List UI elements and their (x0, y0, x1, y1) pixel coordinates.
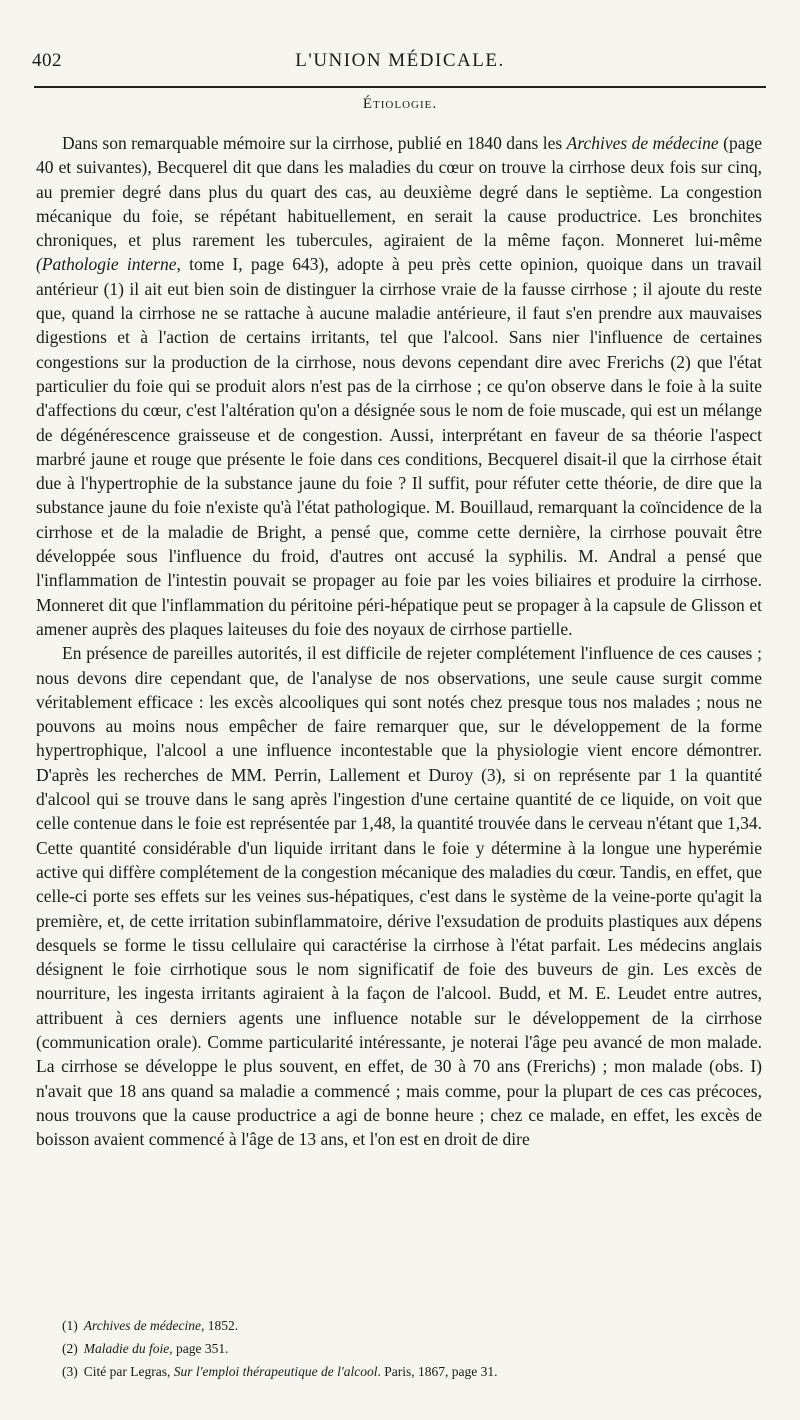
footnote-1 (62, 1314, 760, 1337)
running-title: L'UNION MÉDICALE. (295, 50, 505, 71)
body-text (36, 131, 762, 1151)
footnote-mark: (3) (62, 1364, 78, 1379)
footnote-1-segment-italic: Archives de médecine (83, 1318, 201, 1333)
paragraph-1-segment: (page 40 et suivantes), Becquerel dit que dans les maladies du cœur on trouve la cirrhose deux fois sur cinq, au premier degré dans plus du quart des cas, au deuxième degré dans le septième. La congestion mécanique du foie, se répétant habituellement, en serait la cause productrice. Les bronchites chroniques, et plus rarement les tubercules, agiraient de la même façon. Monneret lui-même (36, 133, 762, 251)
paragraph-1-segment: Dans son remarquable mémoire sur la cirrhose, publié en 1840 dans les (62, 133, 567, 153)
paragraph-1-segment-italic: (Pathologie interne (36, 254, 177, 275)
footnote-3-segment: . Paris, 1867, page 31. (377, 1364, 498, 1379)
paragraph-2 (36, 641, 762, 1151)
footnote-2-segment: , page 351. (169, 1341, 229, 1356)
section-title: Étiologie. (362, 96, 438, 112)
footnote-3-segment-italic: Sur l'emploi thérapeutique de l'alcool (173, 1364, 378, 1379)
footnote-2 (62, 1337, 760, 1360)
footnote-3-segment: Cité par Legras, (83, 1364, 174, 1379)
page-number: 402 (32, 50, 62, 71)
page-header (30, 40, 770, 80)
footnote-mark: (1) (62, 1318, 78, 1333)
footnotes (62, 1314, 760, 1383)
paragraph-2-segment: En présence de pareilles autorités, il est difficile de rejeter complétement l'influence de ces causes ; nous devons dire cependant que, de l'analyse de nos observations, une seule cause surgit comme véritablement efficace : les excès alcooliques qui sont notés chez presque tous nos malades ; nous ne pouvons au moins nous empêcher de faire remarquer que, sur le développement de la forme hypertrophique, l'alcool a une influence incontestable que la physiologie vient encore démontrer. D'après les recherches de MM. Perrin, Lallement et Duroy (3), si on représente par 1 la quantité d'alcool qui se trouve dans le sang après l'ingestion d'une certaine quantité de ce liquide, on voit que celle contenue dans le foie est représentée par 1,48, la quantité trouvée dans le cerveau n'étant que 1,34. Cette quantité considérable d'un liquide irritant dans le foie y détermine à la longue une hyperémie active qui diffère complétement de la congestion mécanique des maladies du cœur. Tandis, en effet, que celle-ci porte ses effets sur les veines sus-hépatiques, c'est dans le système de la veine-porte qu'agit la première, et, de cette irritation subinflammatoire, dérive l'exsudation de produits plastiques aux dépens desquels se forme le tissu cellulaire qui caractérise la cirrhose à l'état parfait. Les médecins anglais désignent le foie cirrhotique sous le nom significatif de foie des buveurs de gin. Les excès de nourriture, les ingesta irritants agiraient à la façon de l'alcool. Budd, et M. E. Leudet entre autres, attribuent à ces derniers agents une influence notable sur le développement de la cirrhose (communication orale). Comme particularité intéressante, je noterai l'âge peu avancé de mon malade. La cirrhose se développe le plus souvent, en effet, de 30 à 70 ans (Frerichs) ; mon malade (obs. I) n'avait que 18 ans quand sa maladie a commencé ; mais comme, pour la plupart de ces cas précoces, nous trouvons que la cause productrice a agi de bonne heure ; chez ce malade, en effet, les excès de boisson avaient commencé à l'âge de 13 ans, et l'on est en droit de dire (36, 643, 762, 1150)
paragraph-1 (36, 131, 762, 641)
footnote-1-segment: , 1852. (200, 1318, 239, 1333)
header-rule (34, 86, 766, 88)
paragraph-1-segment: , tome I, page 643), adopte à peu près cette opinion, quoique dans un travail antérieur (1) il ait eut bien soin de distinguer la cirrhose vraie de la fausse cirrhose ; il ajoute du reste que, quand la cirrhose ne se rattache à aucune maladie antérieure, il faut s'en prendre aux mauvaises digestions et à l'action de certains irritants, tel que l'alcool. Sans nier l'influence de certaines congestions sur la production de la cirrhose, nous devons cependant dire avec Frerichs (2) que l'état particulier du foie qui se produit alors n'est pas de la cirrhose ; ce qu'on observe dans le foie à la suite d'affections du cœur, c'est l'altération qu'on a désignée sous le nom de foie muscade, qui est un mélange de dégénérescence graisseuse et de congestion. Aussi, interprétant en faveur de sa théorie l'aspect marbré jaune et rouge que présente le foie dans ces conditions, Becquerel disait-il que la cirrhose était due à l'hypertrophie de la substance jaune du foie ? Il suffit, pour réfuter cette théorie, de dire que la substance jaune du foie n'existe qu'à l'état pathologique. M. Bouillaud, remarquant la coïncidence de la cirrhose et de la maladie de Bright, a pensé que, comme cette dernière, la cirrhose pouvait être développée sous l'influence du froid, d'autres ont accusé la syphilis. M. Andral a pensé que l'inflammation de l'intestin pouvait se propager au foie par les voies biliaires et produire la cirrhose. Monneret dit que l'inflammation du péritoine péri-hépatique peut se propager à la capsule de Glisson et amener auprès des plaques laiteuses du foie des noyaux de cirrhose partielle. (36, 254, 762, 639)
footnote-2-segment-italic: Maladie du foie (83, 1341, 170, 1356)
footnote-mark: (2) (62, 1341, 78, 1356)
paragraph-1-segment-italic: Archives de médecine (566, 133, 719, 153)
footnote-3 (62, 1360, 760, 1383)
